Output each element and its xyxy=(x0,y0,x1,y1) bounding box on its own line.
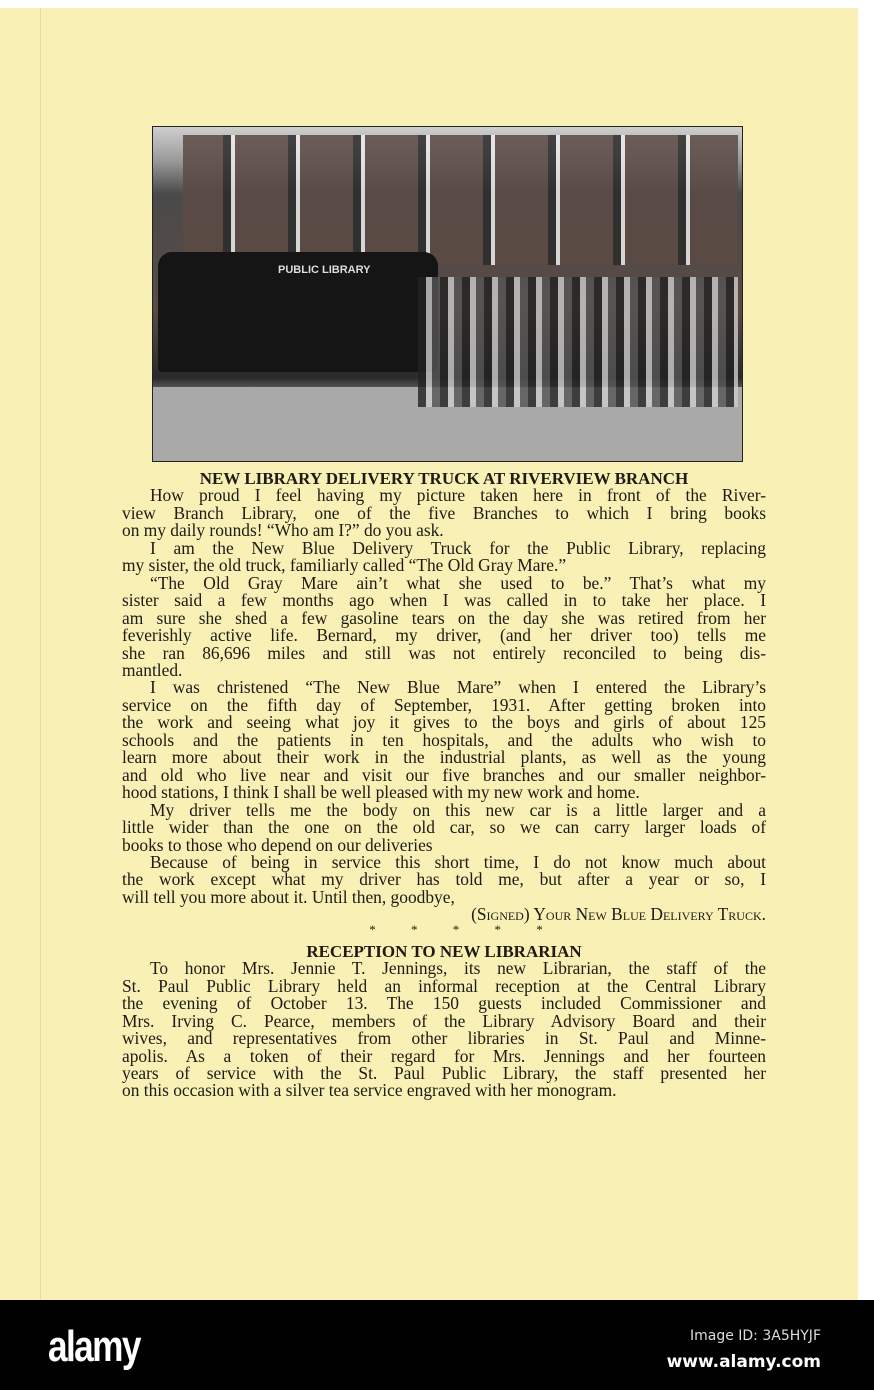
watermark-footer xyxy=(0,1300,874,1390)
article-title: NEW LIBRARY DELIVERY TRUCK AT RIVERVIEW BRANCH xyxy=(199,469,689,488)
library-building xyxy=(183,135,738,265)
text-line: I am the New Blue Delivery Truck for the Public Library, replacing xyxy=(150,537,766,558)
separator: * * * * * xyxy=(369,921,559,937)
article-body xyxy=(122,487,766,906)
truck-sign: PUBLIC LIBRARY xyxy=(278,264,371,276)
alamy-logo: alamy xyxy=(48,1322,140,1371)
text-line: she ran 86,696 miles and still was not entirely reconciled to being dis- xyxy=(122,642,766,663)
text-line: my sister, the old truck, familiarly called “The Old Gray Mare.” xyxy=(122,555,567,576)
text-line: the work except what my driver has told me, but after a year or so, I xyxy=(122,869,766,890)
image-id: Image ID: 3A5HYJF xyxy=(689,1328,821,1344)
text-line: the evening of October 13. The 150 guests included Commissioner and xyxy=(122,993,766,1014)
text-line: schools and the patients in ten hospitals, and the adults who wish to xyxy=(122,729,766,750)
text-line: little wider than the one on the old car, so we can carry larger loads of xyxy=(122,817,766,838)
article-text xyxy=(122,470,766,1100)
text-line: Mrs. Irving C. Pearce, members of the Library Advisory Board and their xyxy=(122,1010,766,1031)
text-line: am sure she shed a few gasoline tears on the day she was retired from her xyxy=(122,607,766,628)
children-crowd xyxy=(418,277,738,407)
text-line: and old who live near and visit our five branches and our smaller neighbor- xyxy=(122,764,766,785)
text-line: on my daily rounds! “Who am I?” do you ask. xyxy=(122,520,444,541)
text-line: To honor Mrs. Jennie T. Jennings, its new Librarian, the staff of the xyxy=(150,958,766,979)
text-line: view Branch Library, one of the five Branches to which I bring books xyxy=(122,502,766,523)
reception-title: RECEPTION TO NEW LIBRARIAN xyxy=(306,941,582,961)
text-line: mantled. xyxy=(122,659,183,680)
signature: (Signed) Your New Blue Delivery Truck. xyxy=(471,904,766,925)
text-line: will tell you more about it. Until then, goodbye, xyxy=(122,886,455,907)
text-line: years of service with the St. Paul Public Library, the staff presented her xyxy=(122,1062,766,1083)
text-line: apolis. As a token of their regard for Mrs. Jennings and her fourteen xyxy=(122,1045,766,1066)
text-line: How proud I feel having my picture taken here in front of the River- xyxy=(150,485,766,506)
text-line: “The Old Gray Mare ain’t what she used to be.” That’s what my xyxy=(150,572,766,593)
text-line: books to those who depend on our deliveries xyxy=(122,834,433,855)
text-line: My driver tells me the body on this new car is a little larger and a xyxy=(150,799,766,820)
text-line: sister said a few months ago when I was called in to take her place. I xyxy=(122,590,766,611)
reception-body xyxy=(122,960,766,1100)
text-line: wives, and representatives from other libraries in St. Paul and Minne- xyxy=(122,1028,766,1049)
text-line: service on the fifth day of September, 1931. After getting broken into xyxy=(122,694,766,715)
text-line: the work and seeing what joy it gives to the boys and girls of about 125 xyxy=(122,712,766,733)
text-line: Because of being in service this short time, I do not know much about xyxy=(150,851,766,872)
text-line: learn more about their work in the industrial plants, as well as the young xyxy=(122,747,766,768)
footer-url[interactable]: www.alamy.com xyxy=(666,1352,821,1372)
text-line: I was christened “The New Blue Mare” when I entered the Library’s xyxy=(150,677,766,698)
page-fold xyxy=(40,8,41,1300)
delivery-truck-photo xyxy=(152,126,743,462)
text-line: on this occasion with a silver tea service engraved with her monogram. xyxy=(122,1080,617,1101)
text-line: St. Paul Public Library held an informal reception at the Central Library xyxy=(122,975,766,996)
text-line: hood stations, I think I shall be well pleased with my new work and home. xyxy=(122,782,640,803)
text-line: feverishly active life. Bernard, my driver, (and her driver too) tells me xyxy=(122,625,766,646)
truck xyxy=(158,252,438,372)
